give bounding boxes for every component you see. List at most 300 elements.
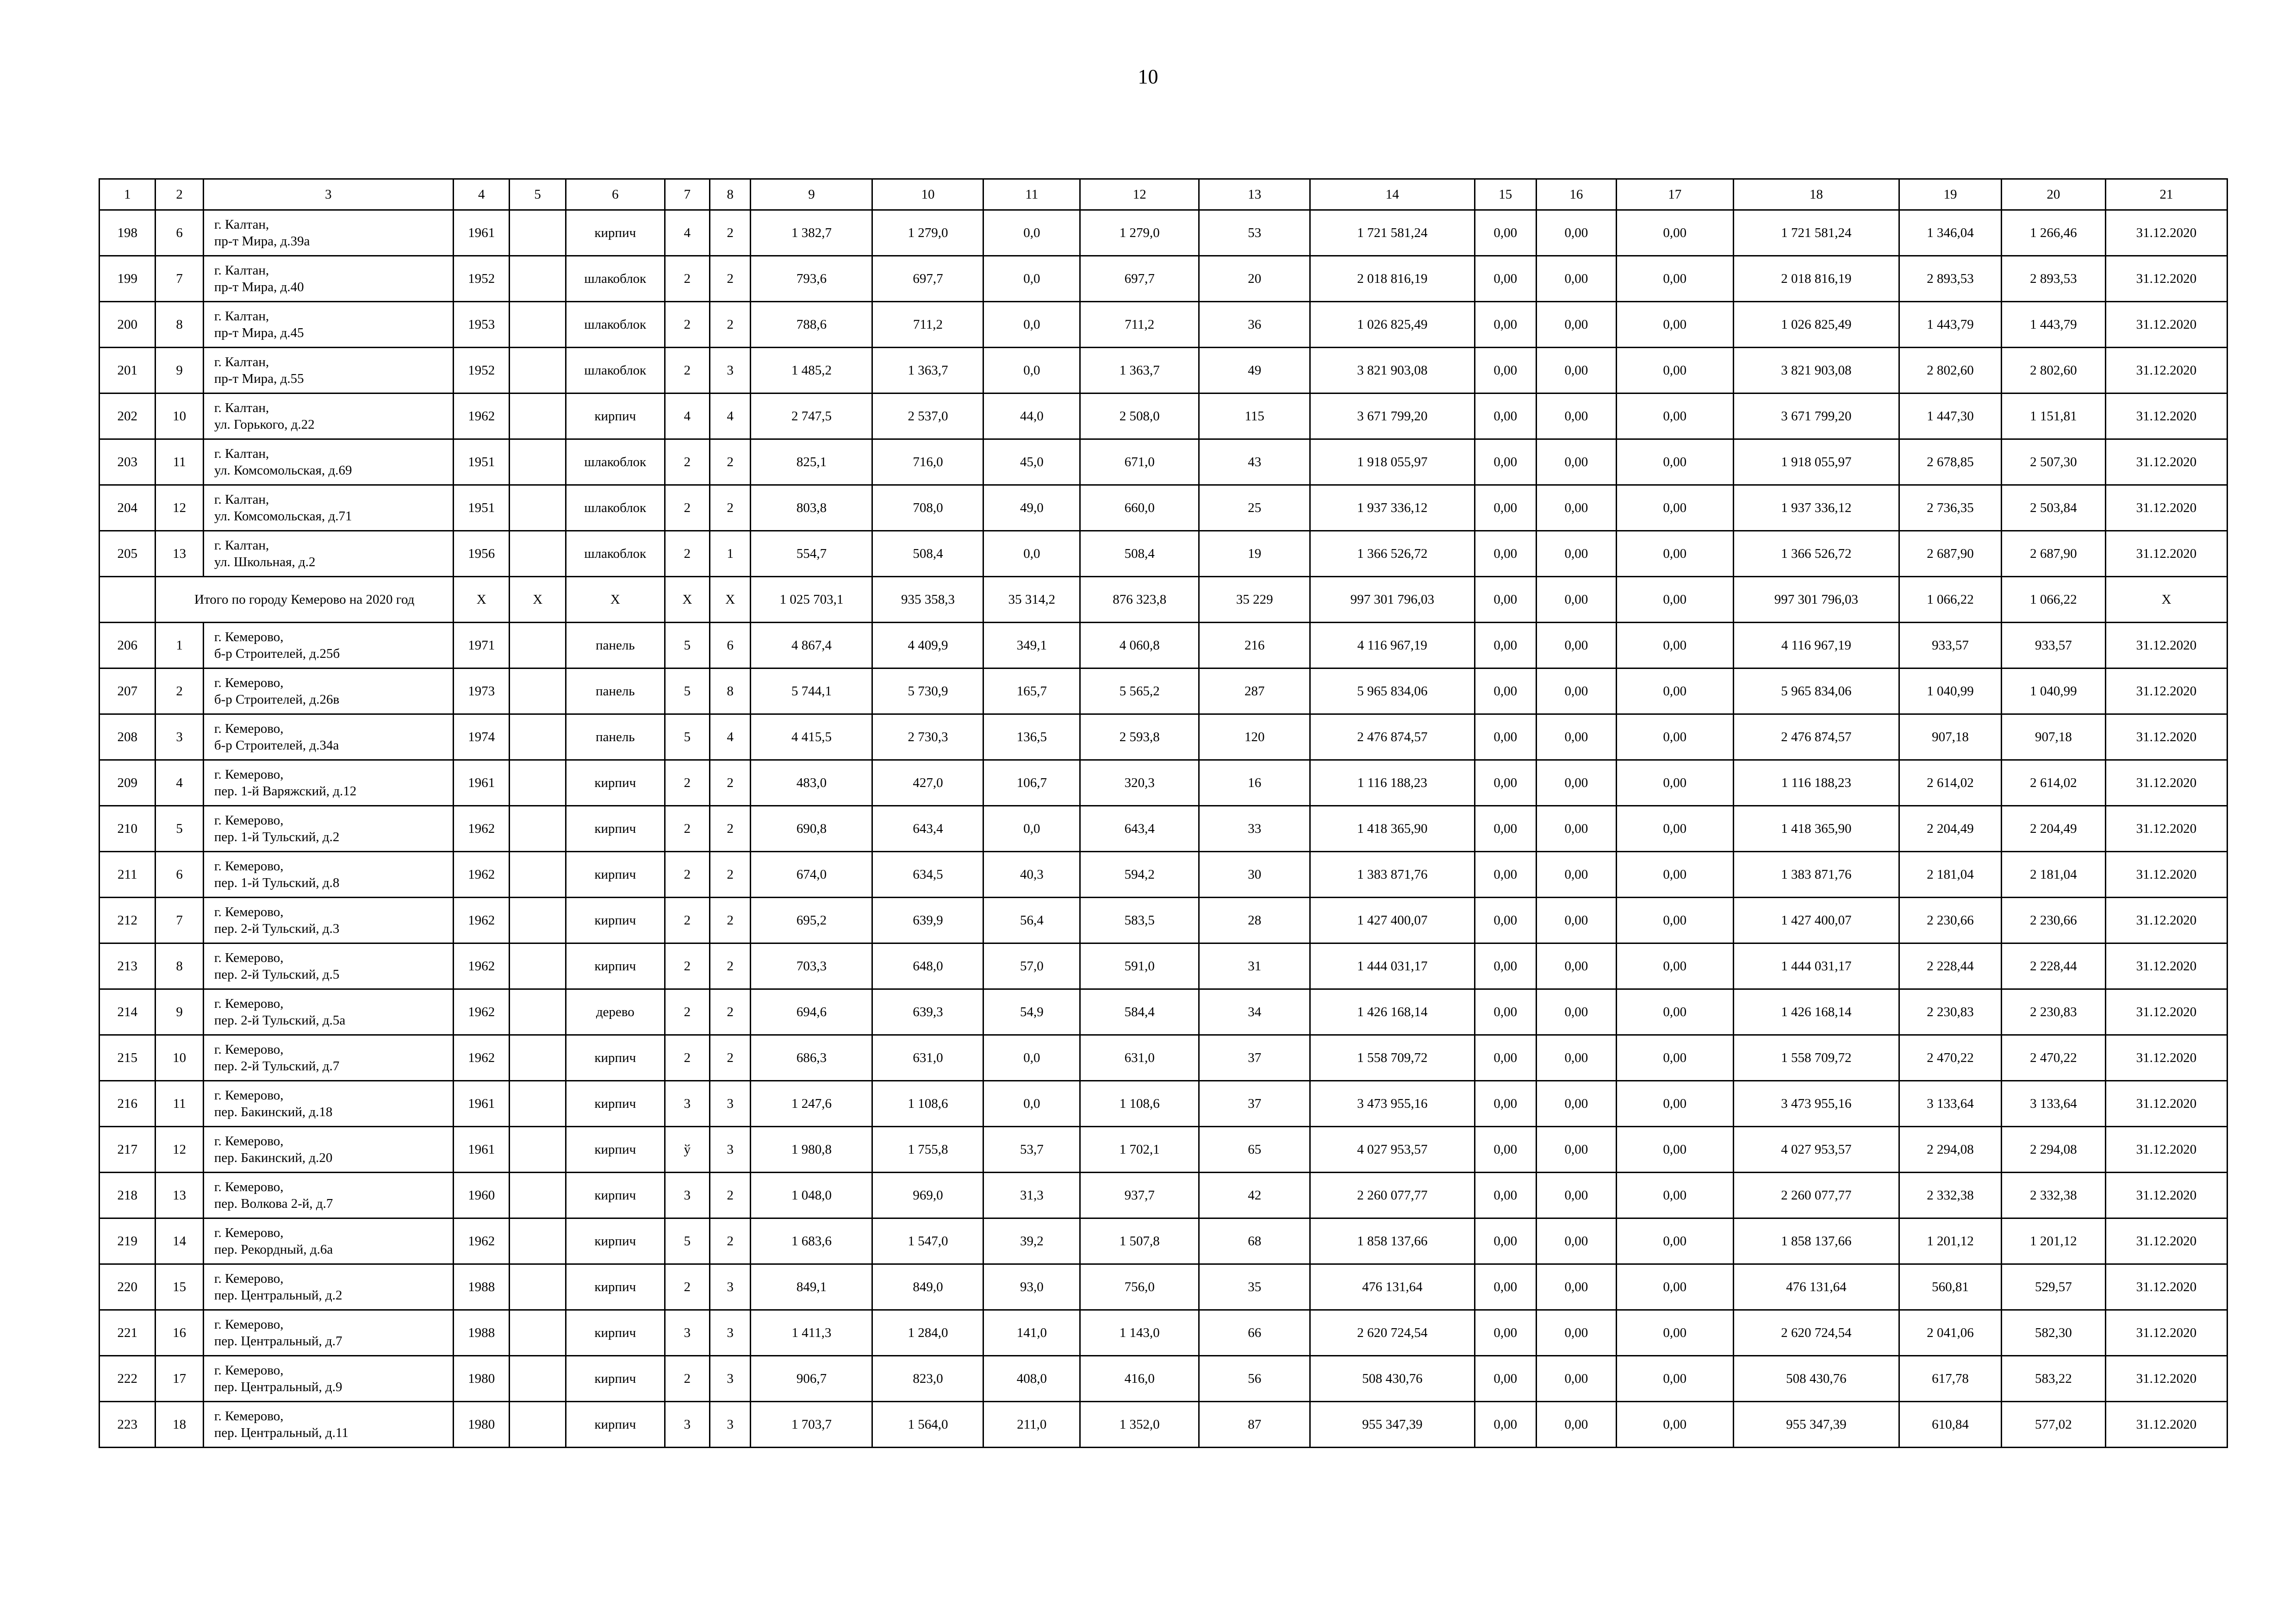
entrances-cell: 8 xyxy=(710,668,751,714)
total-empty-cell xyxy=(100,577,156,623)
table-row xyxy=(100,1035,2228,1081)
total-c15-cell: 0,00 xyxy=(1475,577,1537,623)
address-street: пер. 2-й Тульский, д.5 xyxy=(214,967,340,982)
row-number-cell: 205 xyxy=(100,531,156,577)
wall-material-cell: кирпич xyxy=(566,210,665,256)
residential-area-cell: 1 108,6 xyxy=(872,1081,983,1127)
total-cost-cell: 1 426 168,14 xyxy=(1310,989,1475,1035)
local-number-cell: 11 xyxy=(156,1081,203,1127)
local-funds-cell: 0,00 xyxy=(1616,668,1733,714)
table-row xyxy=(100,485,2228,531)
column-number: 6 xyxy=(566,179,665,210)
total-area-cell: 1 048,0 xyxy=(751,1173,872,1218)
local-number-cell: 13 xyxy=(156,1173,203,1218)
total-area-cell: 554,7 xyxy=(751,531,872,577)
residents-count-cell: 19 xyxy=(1199,531,1310,577)
limit-cost-cell: 2 503,84 xyxy=(2001,485,2105,531)
table-row xyxy=(100,1081,2228,1127)
owners-funds-cell: 1 418 365,90 xyxy=(1733,806,1899,852)
floors-cell: 2 xyxy=(665,806,709,852)
address-city: г. Кемерово, xyxy=(214,1088,284,1103)
table-row xyxy=(100,623,2228,668)
local-funds-cell: 0,00 xyxy=(1616,623,1733,668)
local-number-cell: 12 xyxy=(156,485,203,531)
limit-cost-cell: 2 181,04 xyxy=(2001,852,2105,898)
non-residential-area-cell: 31,3 xyxy=(983,1173,1080,1218)
column-5-cell xyxy=(510,394,566,439)
row-number-cell: 213 xyxy=(100,943,156,989)
column-5-cell xyxy=(510,485,566,531)
unit-cost-cell: 2 614,02 xyxy=(1899,760,2002,806)
local-funds-cell: 0,00 xyxy=(1616,302,1733,348)
column-5-cell xyxy=(510,210,566,256)
residential-private-area-cell: 594,2 xyxy=(1080,852,1199,898)
row-number-cell: 217 xyxy=(100,1127,156,1173)
federal-funds-cell: 0,00 xyxy=(1475,531,1537,577)
local-funds-cell: 0,00 xyxy=(1616,394,1733,439)
column-number: 14 xyxy=(1310,179,1475,210)
owners-funds-cell: 1 383 871,76 xyxy=(1733,852,1899,898)
entrances-cell: 4 xyxy=(710,714,751,760)
year-cell: 1962 xyxy=(453,898,509,943)
column-5-cell xyxy=(510,806,566,852)
residential-private-area-cell: 591,0 xyxy=(1080,943,1199,989)
limit-cost-cell: 907,18 xyxy=(2001,714,2105,760)
regional-funds-cell: 0,00 xyxy=(1537,943,1617,989)
unit-cost-cell: 1 447,30 xyxy=(1899,394,2002,439)
total-area-cell: 695,2 xyxy=(751,898,872,943)
regional-funds-cell: 0,00 xyxy=(1537,1264,1617,1310)
regional-funds-cell: 0,00 xyxy=(1537,210,1617,256)
address-cell xyxy=(203,1127,453,1173)
non-residential-area-cell: 53,7 xyxy=(983,1127,1080,1173)
completion-date-cell: 31.12.2020 xyxy=(2105,1127,2227,1173)
local-funds-cell: 0,00 xyxy=(1616,1035,1733,1081)
floors-cell: 5 xyxy=(665,623,709,668)
address-cell xyxy=(203,1310,453,1356)
address-cell xyxy=(203,943,453,989)
residential-private-area-cell: 711,2 xyxy=(1080,302,1199,348)
limit-cost-cell: 2 507,30 xyxy=(2001,439,2105,485)
address-cell xyxy=(203,714,453,760)
address-street: б-р Строителей, д.34а xyxy=(214,738,339,753)
non-residential-area-cell: 39,2 xyxy=(983,1218,1080,1264)
entrances-cell: 2 xyxy=(710,210,751,256)
entrances-cell: 2 xyxy=(710,485,751,531)
regional-funds-cell: 0,00 xyxy=(1537,806,1617,852)
address-street: пр-т Мира, д.40 xyxy=(214,280,304,294)
total-area-cell: 1 683,6 xyxy=(751,1218,872,1264)
unit-cost-cell: 2 802,60 xyxy=(1899,348,2002,394)
residents-count-cell: 16 xyxy=(1199,760,1310,806)
floors-cell: 2 xyxy=(665,1035,709,1081)
owners-funds-cell: 1 558 709,72 xyxy=(1733,1035,1899,1081)
unit-cost-cell: 2 204,49 xyxy=(1899,806,2002,852)
residential-area-cell: 427,0 xyxy=(872,760,983,806)
column-5-cell xyxy=(510,1264,566,1310)
address-cell xyxy=(203,531,453,577)
address-street: ул. Комсомольская, д.69 xyxy=(214,463,352,478)
owners-funds-cell: 2 620 724,54 xyxy=(1733,1310,1899,1356)
column-5-cell xyxy=(510,531,566,577)
residential-private-area-cell: 320,3 xyxy=(1080,760,1199,806)
residents-count-cell: 37 xyxy=(1199,1035,1310,1081)
year-cell: 1956 xyxy=(453,531,509,577)
limit-cost-cell: 2 228,44 xyxy=(2001,943,2105,989)
federal-funds-cell: 0,00 xyxy=(1475,1356,1537,1402)
row-number-cell: 208 xyxy=(100,714,156,760)
column-number: 5 xyxy=(510,179,566,210)
residential-area-cell: 2 537,0 xyxy=(872,394,983,439)
completion-date-cell: 31.12.2020 xyxy=(2105,439,2227,485)
residents-count-cell: 28 xyxy=(1199,898,1310,943)
row-number-cell: 198 xyxy=(100,210,156,256)
address-city: г. Кемерово, xyxy=(214,905,284,919)
wall-material-cell: кирпич xyxy=(566,1218,665,1264)
address-city: г. Кемерово, xyxy=(214,813,284,828)
local-number-cell: 11 xyxy=(156,439,203,485)
year-cell: 1973 xyxy=(453,668,509,714)
unit-cost-cell: 907,18 xyxy=(1899,714,2002,760)
residents-count-cell: 287 xyxy=(1199,668,1310,714)
unit-cost-cell: 2 332,38 xyxy=(1899,1173,2002,1218)
unit-cost-cell: 2 687,90 xyxy=(1899,531,2002,577)
federal-funds-cell: 0,00 xyxy=(1475,760,1537,806)
address-cell xyxy=(203,1035,453,1081)
regional-funds-cell: 0,00 xyxy=(1537,714,1617,760)
non-residential-area-cell: 106,7 xyxy=(983,760,1080,806)
residential-private-area-cell: 1 143,0 xyxy=(1080,1310,1199,1356)
column-number: 18 xyxy=(1733,179,1899,210)
unit-cost-cell: 2 230,83 xyxy=(1899,989,2002,1035)
address-city: г. Калтан, xyxy=(214,355,269,369)
entrances-cell: 2 xyxy=(710,898,751,943)
non-residential-area-cell: 0,0 xyxy=(983,302,1080,348)
total-cost-cell: 2 260 077,77 xyxy=(1310,1173,1475,1218)
residents-count-cell: 30 xyxy=(1199,852,1310,898)
residential-private-area-cell: 2 593,8 xyxy=(1080,714,1199,760)
entrances-cell: 2 xyxy=(710,1173,751,1218)
total-area-cell: 690,8 xyxy=(751,806,872,852)
total-cost-cell: 1 858 137,66 xyxy=(1310,1218,1475,1264)
owners-funds-cell: 3 671 799,20 xyxy=(1733,394,1899,439)
total-area-cell: 4 415,5 xyxy=(751,714,872,760)
year-cell: 1953 xyxy=(453,302,509,348)
local-number-cell: 9 xyxy=(156,989,203,1035)
address-street: пр-т Мира, д.55 xyxy=(214,371,304,386)
column-number: 7 xyxy=(665,179,709,210)
address-street: пер. Центральный, д.2 xyxy=(214,1288,342,1303)
total-cost-cell: 1 366 526,72 xyxy=(1310,531,1475,577)
unit-cost-cell: 933,57 xyxy=(1899,623,2002,668)
address-cell xyxy=(203,394,453,439)
column-number: 2 xyxy=(156,179,203,210)
row-number-cell: 203 xyxy=(100,439,156,485)
floors-cell: 3 xyxy=(665,1310,709,1356)
column-number: 16 xyxy=(1537,179,1617,210)
owners-funds-cell: 4 116 967,19 xyxy=(1733,623,1899,668)
total-cost-cell: 1 418 365,90 xyxy=(1310,806,1475,852)
residential-area-cell: 708,0 xyxy=(872,485,983,531)
non-residential-area-cell: 57,0 xyxy=(983,943,1080,989)
year-cell: 1962 xyxy=(453,1035,509,1081)
total-c17-cell: 0,00 xyxy=(1616,577,1733,623)
total-c21-cell: X xyxy=(2105,577,2227,623)
owners-funds-cell: 508 430,76 xyxy=(1733,1356,1899,1402)
entrances-cell: 2 xyxy=(710,852,751,898)
residents-count-cell: 115 xyxy=(1199,394,1310,439)
entrances-cell: 3 xyxy=(710,1081,751,1127)
column-5-cell xyxy=(510,623,566,668)
floors-cell: 4 xyxy=(665,394,709,439)
address-street: пер. Бакинский, д.20 xyxy=(214,1150,333,1165)
federal-funds-cell: 0,00 xyxy=(1475,1264,1537,1310)
regional-funds-cell: 0,00 xyxy=(1537,1402,1617,1448)
address-street: пер. 2-й Тульский, д.3 xyxy=(214,921,340,936)
total-area-cell: 825,1 xyxy=(751,439,872,485)
row-number-cell: 214 xyxy=(100,989,156,1035)
regional-funds-cell: 0,00 xyxy=(1537,1035,1617,1081)
residential-area-cell: 1 547,0 xyxy=(872,1218,983,1264)
residential-private-area-cell: 671,0 xyxy=(1080,439,1199,485)
residential-private-area-cell: 756,0 xyxy=(1080,1264,1199,1310)
owners-funds-cell: 1 444 031,17 xyxy=(1733,943,1899,989)
address-cell xyxy=(203,1173,453,1218)
federal-funds-cell: 0,00 xyxy=(1475,348,1537,394)
regional-funds-cell: 0,00 xyxy=(1537,348,1617,394)
residential-area-cell: 639,3 xyxy=(872,989,983,1035)
residential-area-cell: 648,0 xyxy=(872,943,983,989)
address-city: г. Кемерово, xyxy=(214,1180,284,1194)
floors-cell: 2 xyxy=(665,852,709,898)
table-row xyxy=(100,1218,2228,1264)
entrances-cell: 3 xyxy=(710,348,751,394)
residents-count-cell: 20 xyxy=(1199,256,1310,302)
residential-area-cell: 1 363,7 xyxy=(872,348,983,394)
wall-material-cell: кирпич xyxy=(566,852,665,898)
total-area-cell: 1 703,7 xyxy=(751,1402,872,1448)
wall-material-cell: кирпич xyxy=(566,1310,665,1356)
local-funds-cell: 0,00 xyxy=(1616,1402,1733,1448)
wall-material-cell: кирпич xyxy=(566,943,665,989)
year-cell: 1974 xyxy=(453,714,509,760)
total-c19-cell: 1 066,22 xyxy=(1899,577,2002,623)
total-area-cell: 1 247,6 xyxy=(751,1081,872,1127)
residential-private-area-cell: 697,7 xyxy=(1080,256,1199,302)
limit-cost-cell: 529,57 xyxy=(2001,1264,2105,1310)
entrances-cell: 3 xyxy=(710,1310,751,1356)
address-city: г. Кемерово, xyxy=(214,1225,284,1240)
owners-funds-cell: 1 721 581,24 xyxy=(1733,210,1899,256)
unit-cost-cell: 610,84 xyxy=(1899,1402,2002,1448)
residents-count-cell: 42 xyxy=(1199,1173,1310,1218)
residential-private-area-cell: 416,0 xyxy=(1080,1356,1199,1402)
completion-date-cell: 31.12.2020 xyxy=(2105,1081,2227,1127)
local-number-cell: 8 xyxy=(156,943,203,989)
year-cell: 1952 xyxy=(453,348,509,394)
federal-funds-cell: 0,00 xyxy=(1475,394,1537,439)
local-funds-cell: 0,00 xyxy=(1616,1264,1733,1310)
column-5-cell xyxy=(510,1173,566,1218)
completion-date-cell: 31.12.2020 xyxy=(2105,989,2227,1035)
residents-count-cell: 25 xyxy=(1199,485,1310,531)
unit-cost-cell: 2 181,04 xyxy=(1899,852,2002,898)
residential-private-area-cell: 4 060,8 xyxy=(1080,623,1199,668)
non-residential-area-cell: 165,7 xyxy=(983,668,1080,714)
year-cell: 1952 xyxy=(453,256,509,302)
row-number-cell: 209 xyxy=(100,760,156,806)
address-city: г. Кемерово, xyxy=(214,1134,284,1149)
regional-funds-cell: 0,00 xyxy=(1537,1218,1617,1264)
address-city: г. Кемерово, xyxy=(214,767,284,782)
residential-area-cell: 4 409,9 xyxy=(872,623,983,668)
row-number-cell: 216 xyxy=(100,1081,156,1127)
total-cost-cell: 2 620 724,54 xyxy=(1310,1310,1475,1356)
regional-funds-cell: 0,00 xyxy=(1537,760,1617,806)
total-c6-cell: X xyxy=(566,577,665,623)
address-street: пер. Бакинский, д.18 xyxy=(214,1105,333,1119)
unit-cost-cell: 1 040,99 xyxy=(1899,668,2002,714)
address-cell xyxy=(203,1402,453,1448)
total-cost-cell: 3 671 799,20 xyxy=(1310,394,1475,439)
wall-material-cell: кирпич xyxy=(566,1127,665,1173)
year-cell: 1960 xyxy=(453,1173,509,1218)
local-number-cell: 10 xyxy=(156,394,203,439)
completion-date-cell: 31.12.2020 xyxy=(2105,348,2227,394)
unit-cost-cell: 1 443,79 xyxy=(1899,302,2002,348)
total-c8-cell: X xyxy=(710,577,751,623)
total-cost-cell: 1 444 031,17 xyxy=(1310,943,1475,989)
wall-material-cell: шлакоблок xyxy=(566,485,665,531)
floors-cell: 2 xyxy=(665,943,709,989)
unit-cost-cell: 3 133,64 xyxy=(1899,1081,2002,1127)
address-city: г. Кемерово, xyxy=(214,1042,284,1057)
address-street: пер. 2-й Тульский, д.7 xyxy=(214,1059,340,1074)
federal-funds-cell: 0,00 xyxy=(1475,806,1537,852)
non-residential-area-cell: 0,0 xyxy=(983,806,1080,852)
limit-cost-cell: 2 687,90 xyxy=(2001,531,2105,577)
residential-private-area-cell: 1 279,0 xyxy=(1080,210,1199,256)
local-number-cell: 7 xyxy=(156,256,203,302)
residential-private-area-cell: 5 565,2 xyxy=(1080,668,1199,714)
address-cell xyxy=(203,302,453,348)
wall-material-cell: панель xyxy=(566,714,665,760)
residential-private-area-cell: 584,4 xyxy=(1080,989,1199,1035)
column-number: 3 xyxy=(203,179,453,210)
table-row xyxy=(100,760,2228,806)
non-residential-area-cell: 0,0 xyxy=(983,348,1080,394)
floors-cell: 5 xyxy=(665,668,709,714)
table-row xyxy=(100,852,2228,898)
regional-funds-cell: 0,00 xyxy=(1537,531,1617,577)
total-area-cell: 703,3 xyxy=(751,943,872,989)
non-residential-area-cell: 408,0 xyxy=(983,1356,1080,1402)
floors-cell: 4 xyxy=(665,210,709,256)
unit-cost-cell: 2 736,35 xyxy=(1899,485,2002,531)
non-residential-area-cell: 211,0 xyxy=(983,1402,1080,1448)
address-street: ул. Комсомольская, д.71 xyxy=(214,509,352,524)
total-area-cell: 1 411,3 xyxy=(751,1310,872,1356)
federal-funds-cell: 0,00 xyxy=(1475,1402,1537,1448)
owners-funds-cell: 476 131,64 xyxy=(1733,1264,1899,1310)
table-row xyxy=(100,1356,2228,1402)
row-number-cell: 200 xyxy=(100,302,156,348)
residents-count-cell: 49 xyxy=(1199,348,1310,394)
wall-material-cell: кирпич xyxy=(566,806,665,852)
residential-private-area-cell: 1 702,1 xyxy=(1080,1127,1199,1173)
entrances-cell: 3 xyxy=(710,1264,751,1310)
wall-material-cell: кирпич xyxy=(566,760,665,806)
table-row xyxy=(100,302,2228,348)
column-number: 15 xyxy=(1475,179,1537,210)
table-row xyxy=(100,1264,2228,1310)
table-row xyxy=(100,714,2228,760)
limit-cost-cell: 2 230,83 xyxy=(2001,989,2105,1035)
owners-funds-cell: 1 858 137,66 xyxy=(1733,1218,1899,1264)
limit-cost-cell: 1 266,46 xyxy=(2001,210,2105,256)
column-5-cell xyxy=(510,1035,566,1081)
address-street: пер. 1-й Тульский, д.2 xyxy=(214,830,340,844)
residential-area-cell: 697,7 xyxy=(872,256,983,302)
floors-cell: 3 xyxy=(665,1173,709,1218)
local-funds-cell: 0,00 xyxy=(1616,1356,1733,1402)
residential-private-area-cell: 631,0 xyxy=(1080,1035,1199,1081)
federal-funds-cell: 0,00 xyxy=(1475,943,1537,989)
address-cell xyxy=(203,1081,453,1127)
limit-cost-cell: 2 332,38 xyxy=(2001,1173,2105,1218)
column-5-cell xyxy=(510,439,566,485)
regional-funds-cell: 0,00 xyxy=(1537,623,1617,668)
residents-count-cell: 31 xyxy=(1199,943,1310,989)
row-number-cell: 204 xyxy=(100,485,156,531)
column-5-cell xyxy=(510,1127,566,1173)
local-number-cell: 6 xyxy=(156,852,203,898)
federal-funds-cell: 0,00 xyxy=(1475,302,1537,348)
table-row xyxy=(100,210,2228,256)
address-cell xyxy=(203,256,453,302)
table-row xyxy=(100,256,2228,302)
local-funds-cell: 0,00 xyxy=(1616,485,1733,531)
wall-material-cell: шлакоблок xyxy=(566,348,665,394)
address-street: пер. Центральный, д.9 xyxy=(214,1380,342,1394)
owners-funds-cell: 5 965 834,06 xyxy=(1733,668,1899,714)
residents-count-cell: 37 xyxy=(1199,1081,1310,1127)
row-number-cell: 210 xyxy=(100,806,156,852)
residential-area-cell: 1 564,0 xyxy=(872,1402,983,1448)
local-funds-cell: 0,00 xyxy=(1616,348,1733,394)
floors-cell: 2 xyxy=(665,898,709,943)
regional-funds-cell: 0,00 xyxy=(1537,989,1617,1035)
row-number-cell: 222 xyxy=(100,1356,156,1402)
local-funds-cell: 0,00 xyxy=(1616,806,1733,852)
regional-funds-cell: 0,00 xyxy=(1537,1356,1617,1402)
total-cost-cell: 1 116 188,23 xyxy=(1310,760,1475,806)
residential-area-cell: 639,9 xyxy=(872,898,983,943)
year-cell: 1961 xyxy=(453,1127,509,1173)
column-5-cell xyxy=(510,1356,566,1402)
address-street: пер. Центральный, д.7 xyxy=(214,1334,342,1349)
total-cost-cell: 1 721 581,24 xyxy=(1310,210,1475,256)
owners-funds-cell: 3 473 955,16 xyxy=(1733,1081,1899,1127)
residential-private-area-cell: 1 352,0 xyxy=(1080,1402,1199,1448)
residents-count-cell: 66 xyxy=(1199,1310,1310,1356)
address-cell xyxy=(203,485,453,531)
non-residential-area-cell: 49,0 xyxy=(983,485,1080,531)
limit-cost-cell: 933,57 xyxy=(2001,623,2105,668)
residential-private-area-cell: 660,0 xyxy=(1080,485,1199,531)
owners-funds-cell: 3 821 903,08 xyxy=(1733,348,1899,394)
wall-material-cell: шлакоблок xyxy=(566,531,665,577)
